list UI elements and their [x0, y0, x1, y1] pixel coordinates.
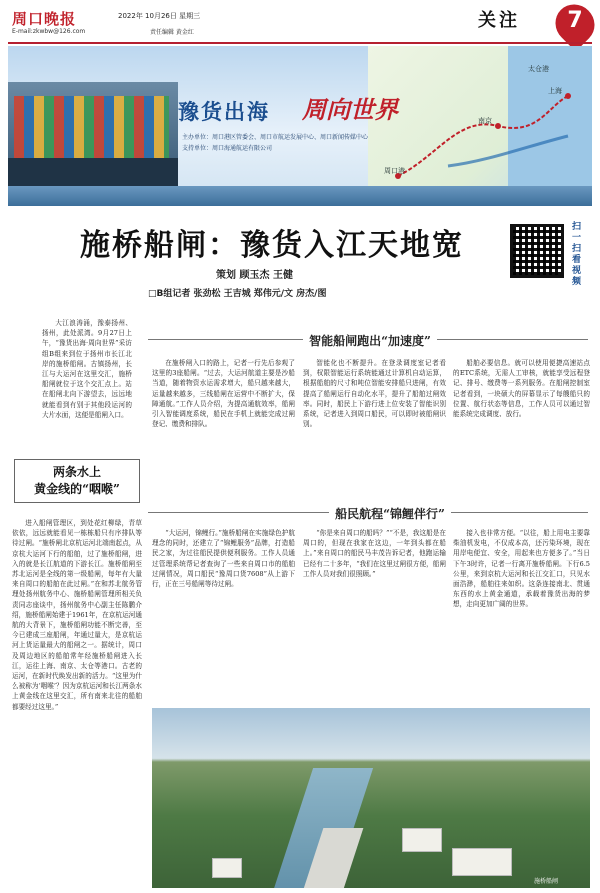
article-column-4	[453, 358, 590, 498]
article-column-7	[453, 528, 590, 704]
section-1-heading	[250, 332, 490, 349]
article-lede	[42, 318, 132, 438]
qr-code[interactable]	[510, 224, 564, 278]
banner-water	[8, 186, 592, 206]
subheading-line-2: 黄金线的“咽喉”	[34, 482, 120, 496]
section-name: 关注	[478, 10, 520, 31]
article-planner: 策划 顾玉杰 王健	[216, 270, 293, 281]
article-column-6	[303, 528, 446, 704]
article-headline: 施桥船闸：豫货入江天地宽	[80, 228, 464, 263]
ship-lock-aerial-photo	[152, 708, 590, 888]
subheading-line-1: 两条水上	[52, 465, 101, 479]
article-column-3	[303, 358, 446, 498]
ship-containers	[14, 96, 169, 158]
column-6-text: “你是来自周口的船吗？”“不是，我这船是在周口的，但现在我家在这边，一年到头都在船上。”来自周口的船民马丰茂告诉记者，他跑运输已经有二十多年，“我们在这里过闸很方便，船闸工作人员对我们很照顾。”	[303, 529, 446, 578]
subheading-box	[14, 459, 140, 503]
map-label-taicang: 太仓港	[528, 65, 549, 73]
newspaper-logo: 周口晚报	[12, 10, 77, 28]
article-column-2	[152, 358, 295, 498]
page-number: 7	[567, 8, 583, 33]
ship-hull	[8, 158, 178, 188]
river-line	[448, 136, 568, 166]
column-4-text: 船舶必要信息。就可以使用便捷高速站点的ETC系统，无需人工审核，就能享受远程登记、排号、缴费等一系列服务。在船闸控制室记者看到，一块硕大的屏幕显示了每艘船只的位置、航行状态等信息，工作人员可以通过智能系统完成调度、放行。	[453, 359, 590, 419]
map-label-zhoukou: 周口港	[384, 167, 405, 175]
responsible-editor: 责任编辑 黄金红	[150, 29, 194, 36]
column-2-text: 在施桥闸入口的路上，记者一行先后参观了这里的3座船闸。“过去，大运河航道主要是沙船当道，随着物资水运需求增大，船只越来越大，运量越来越多，三线船闸在运营中不断扩大，保障通航。”工作人员介绍，为提高通航效率，船闸引入智能调度系统，船民在手机上就能完成过闸登记、缴费和排队。	[152, 359, 295, 429]
qr-caption: 扫一扫看视频	[572, 222, 582, 287]
header-rule	[8, 42, 592, 44]
issue-date: 2022年 10月26日 星期三	[118, 12, 201, 20]
section-1-title: 智能船闸跑出“加速度”	[303, 334, 437, 348]
photo-building	[212, 858, 242, 878]
photo-building	[402, 828, 442, 852]
photo-building	[452, 848, 512, 876]
article-byline: □B组记者 张劲松 王吉城 郑伟元/文 房杰/图	[148, 289, 327, 299]
banner-organizers	[182, 132, 368, 154]
route-line	[398, 96, 568, 176]
banner-title: 豫货出海	[178, 100, 270, 124]
series-banner	[8, 46, 592, 206]
lede-paragraph: 大江浪涛涌，豫泰扬州、扬州，此处派湾。9月27日上午，“豫货出海·周向世界”采访组B组来到位于扬州市长江北岸的施桥船闸。古镇扬州，长江与大运河在这里交汇，施桥船闸就位于这个交汇点上。站在船闸北向下游望去，远远地就能看到有别于其他段运河的大片水面，这便是船闸入口。	[42, 319, 132, 419]
column-7-text: 接入也非常方便。“以往，船上用电主要靠柴油机发电，不仅成本高，还污染环境，现在用岸电便宜、安全，用起来也方便多了。”当日下午3时许，记者一行离开施桥船闸。下行6.5公里，来到京杭大运河和长江交汇口，只见水面浩渺，船舶往来如织。这条连接南北、贯通东西的水上黄金通道，承载着豫货出海的梦想，走向更加广阔的世界。	[453, 529, 590, 609]
banner-supporter-line: 支持单位：周口海通航运有限公司	[182, 145, 273, 152]
section-2-heading	[320, 505, 460, 522]
article-column-5	[152, 528, 295, 704]
banner-title-accent: 周向世界	[302, 96, 398, 124]
column-1-text: 进入船闸管理区，到处花红柳绿，青草依依，远远就能看见一栋栋船只有序排队等待过闸。“施桥闸北京杭运河北端南起点，从京杭大运河下行的船舶，过了施桥船闸，进入的就是长江航道的下游长江。施桥船闸至苏北运河是全线的第一级船闸，每年有大量来自周口的船舶在此过闸。”在和苏北航务管理处扬州航务中心、施桥船闸管理所相关负责同志座谈中，扬州航务中心副主任陈鹏介绍，施桥船闸始建于1961年，在京杭运河通航的大背景下，施桥船闸功能不断完善，至今已建成三座船闸，年通过量大，是京杭运河上货运量最大的船闸之一。据统计，周口及周边地区的船舶常年经施桥船闸进入长江，运往上海、南京、太仓等港口。古老的运河，在新时代焕发出新的活力。“这里为什么被称为‘咽喉’？因为京杭运河和长江两条水上黄金线在这里交汇，所有南来北往的船舶都要经过这里。”	[12, 519, 142, 711]
banner-organizer-line: 主办单位：周口港区管委会、周口市航运发展中心、周口新闻传媒中心	[182, 134, 369, 141]
route-mid-dot	[495, 123, 501, 129]
article-column-1	[12, 518, 142, 888]
contact-email: E-mail:zkwbw@126.com	[12, 28, 86, 35]
photo-caption: 施桥船闸	[534, 878, 559, 885]
section-2-title: 船民航程“锦鲤伴行”	[329, 507, 451, 521]
column-3-text: 智能化也不断提升。在登录调度室记者看到，权限智能运行系统能通过计算机自动运算，根据船舶的尺寸和吨位智能安排船只进闸，有效提高了船闸运行自动化水平，提升了船舶过闸效率。同时，船民上下游行进上位安装了智能识别系统，记者进入到周口船民，可以即时被船闸识别。	[303, 359, 446, 429]
map-label-shanghai: 上海	[548, 87, 562, 95]
map-label-nanjing: 南京	[478, 117, 492, 125]
column-5-text: “大运河，锦鲤行。”施桥船闸在实施绿色护航理念的同时，还建立了“锦鲤服务”品牌，打造船民之家，为过往船民提供便利服务。工作人员通过管理系统帮记者查询了一些来自周口市的船舶过闸情况，周口船民“豫周口货7608”从上游下行，正在三号船闸等待过闸。	[152, 529, 295, 589]
route-end-dot	[565, 93, 571, 99]
